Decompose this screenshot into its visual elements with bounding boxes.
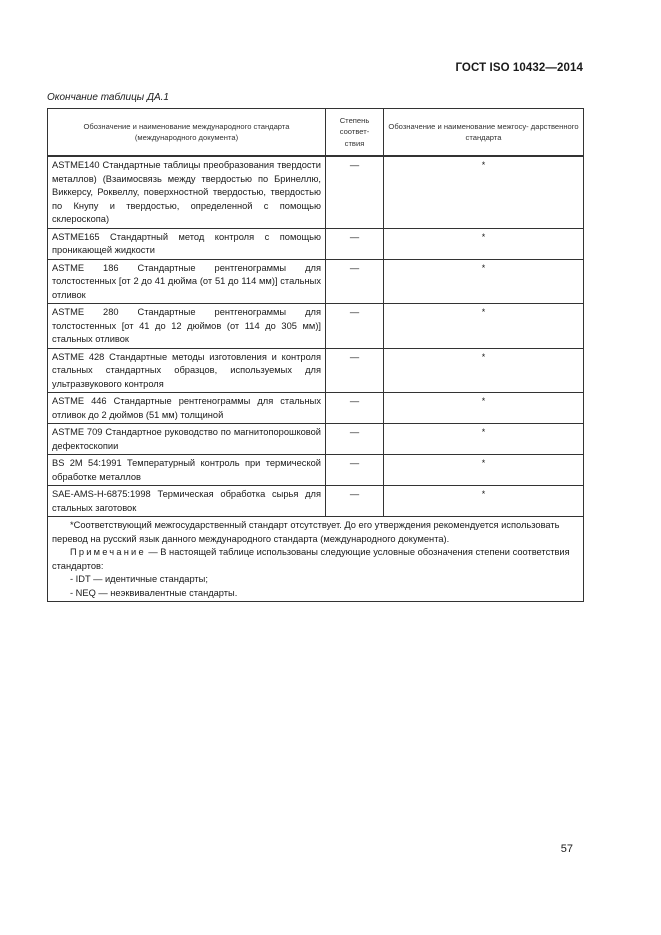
standards-table (47, 108, 584, 602)
page-number: 57 (560, 843, 573, 855)
international-standard-cell: ASTME 709 Стандартное руководство по магнитопорошковой дефектоскопии (48, 424, 326, 455)
table-notes-row (48, 517, 584, 602)
note-text: — В настоящей таблице использованы следующие условные обозначения степени соответствия стандартов: (52, 547, 570, 571)
table-row (48, 424, 584, 455)
international-standard-cell: ASTME 428 Стандартные методы изготовления и контроля стальных стандартных образцов, используемых для ультразвукового контроля (48, 348, 326, 393)
column-header-degree: Степень соответ- ствия (326, 109, 384, 157)
table-row (48, 348, 584, 393)
degree-cell: — (326, 424, 384, 455)
table-row (48, 455, 584, 486)
legend-item-neq: - NEQ — неэквивалентные стандарты. (70, 587, 238, 598)
table-notes (48, 517, 584, 602)
degree-cell: — (326, 228, 384, 259)
interstate-standard-cell: * (384, 228, 584, 259)
interstate-standard-cell: * (384, 424, 584, 455)
degree-cell: — (326, 348, 384, 393)
international-standard-cell: BS 2M 54:1991 Температурный контроль при термической обработке металлов (48, 455, 326, 486)
column-header-interstate: Обозначение и наименование межгосу- дарственного стандарта (384, 109, 584, 157)
interstate-standard-cell: * (384, 486, 584, 517)
interstate-standard-cell: * (384, 304, 584, 349)
international-standard-cell: ASTME 446 Стандартные рентгенограммы для стальных отливок до 2 дюймов (51 мм) толщиной (48, 393, 326, 424)
international-standard-cell: ASTME140 Стандартные таблицы преобразования твердости металлов) (Взаимосвязь между твердостью по Бринеллю, Виккерсу, Роквеллу, поверхностной твердостью, твердостью по Кнупу и твердостью, определенной с помощью склероскопа) (48, 156, 326, 228)
international-standard-cell: ASTME165 Стандартный метод контроля с помощью проникающей жидкости (48, 228, 326, 259)
interstate-standard-cell: * (384, 259, 584, 304)
column-header-international: Обозначение и наименование международного стандарта (международного документа) (48, 109, 326, 157)
interstate-standard-cell: * (384, 348, 584, 393)
degree-cell: — (326, 156, 384, 228)
degree-cell: — (326, 393, 384, 424)
table-row (48, 486, 584, 517)
degree-cell: — (326, 455, 384, 486)
table-row (48, 156, 584, 228)
degree-cell: — (326, 486, 384, 517)
table-header-row (48, 109, 584, 157)
table-row (48, 393, 584, 424)
table-row (48, 304, 584, 349)
document-header: ГОСТ ISO 10432—2014 (455, 62, 583, 74)
interstate-standard-cell: * (384, 455, 584, 486)
interstate-standard-cell: * (384, 393, 584, 424)
legend-item-idt: - IDT — идентичные стандарты; (70, 574, 208, 584)
footnote-text: *Соответствующий межгосударственный стандарт отсутствует. До его утверждения рекомендуется использовать перевод на русский язык данного международного стандарта (международного документа). (52, 520, 560, 544)
international-standard-cell: SAE-AMS-H-6875:1998 Термическая обработка сырья для стальных заготовок (48, 486, 326, 517)
table-caption: Окончание таблицы ДА.1 (47, 92, 169, 103)
degree-cell: — (326, 259, 384, 304)
note-label: Примечание (70, 547, 146, 557)
table-body (48, 156, 584, 602)
international-standard-cell: ASTME 186 Стандартные рентгенограммы для толстостенных [от 2 до 41 дюйма (от 51 до 114 мм)] стальных отливок (48, 259, 326, 304)
international-standard-cell: ASTME 280 Стандартные рентгенограммы для толстостенных [от 41 до 12 дюймов (от 114 до 305 мм)] стальных отливок (48, 304, 326, 349)
note-paragraph (52, 546, 579, 573)
degree-cell: — (326, 304, 384, 349)
table-row (48, 228, 584, 259)
table-row (48, 259, 584, 304)
interstate-standard-cell: * (384, 156, 584, 228)
